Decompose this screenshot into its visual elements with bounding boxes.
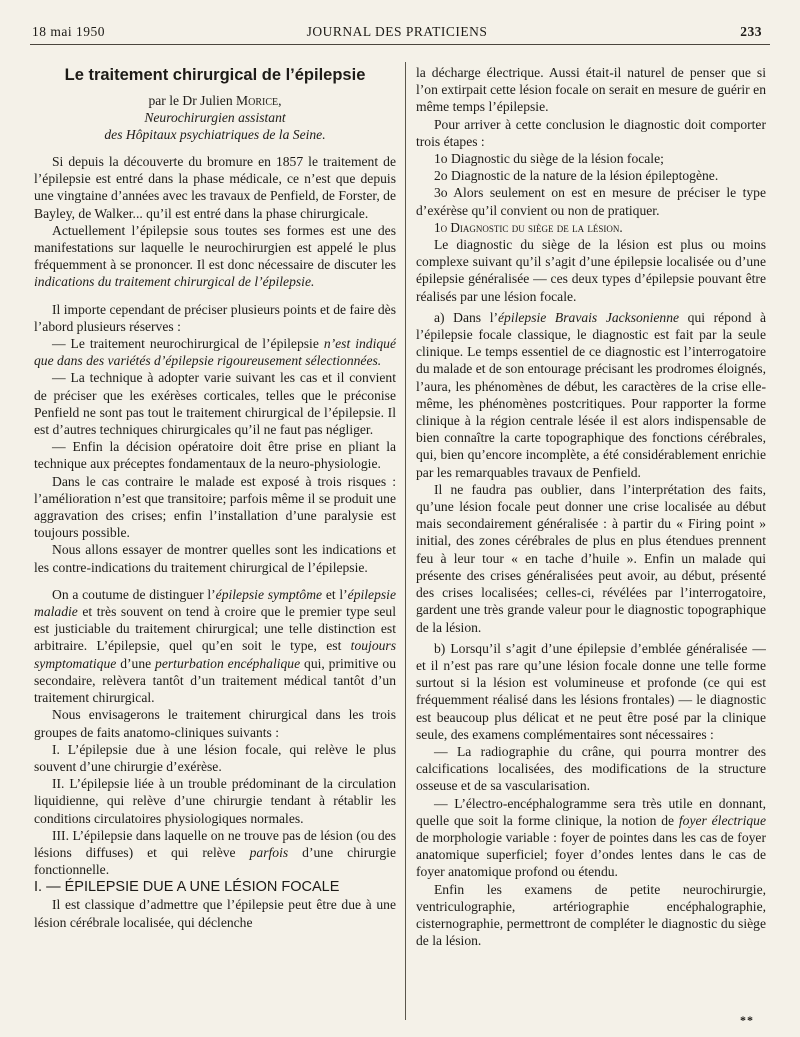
paragraph: — La technique à adopter varie suivant les cas et il convient de préciser que les exérèses corticales, telles que le préconise Penfield ne sont pas tout le traitement chirurgical de l’épilepsie. Il est d’autres techniques chirurgicales qu’il ne faut pas négliger. [34,370,396,438]
text-run: et très souvent on tend à croire que le premier type seul est justiciable du traitement chirurgical; une telle distinction est arbitraire. L’épilepsie, quel qu’en soit le type, est [34,604,396,654]
paragraph: Si depuis la découverte du bromure en 1857 le traitement de l’épilepsie est entré dans la phase médicale, ce n’est que depuis une vingtaine d’années avec les travaux de Penfield, de Forster, de Bayley, de Walker... qu’il est entré dans la phase chirurgicale. [34,154,396,221]
list-item: 3o Alors seulement on est en mesure de préciser le type d’exérèse qu’il convient ou non de pratiquer. [416,185,766,218]
journal-title: JOURNAL DES PRATICIENS [306,24,488,39]
emphasis: épilepsie maladie [34,586,396,620]
paragraph: Le diagnostic du siège de la lésion est plus ou moins complexe suivant qu’il s’agit d’une épilepsie localisée ou d’une épilepsie généralisée — ces deux types d’épilepsie pouvant être réalisés par une lésion focale. [416,237,766,304]
paragraph [34,222,396,291]
left-column [34,64,396,1014]
paragraph: Nous allons essayer de montrer quelles sont les indications et les contre-indications du traitement chirurgical de l’épilepsie. [34,542,396,575]
paragraph: Dans le cas contraire le malade est exposé à trois risques : l’amélioration n’est que transitoire; parfois même il se produit une aggravation des crises; enfin l’installation d’une paralysie est toujours possible. [34,473,396,541]
emphasis: parfois [249,844,289,860]
list-item: 1o Diagnostic du siège de la lésion focale; [434,151,664,167]
paragraph: Pour arriver à cette conclusion le diagnostic doit comporter trois étapes : [416,116,766,149]
text-run: III. L’épilepsie dans laquelle on ne trouve pas de lésion (ou des lésions diffuses) et qui relève [34,827,396,860]
emphasis: épilepsie symptôme [215,586,323,602]
byline-prefix: par le Dr Julien [148,93,237,108]
text-run: qui, primitive ou secondaire, relèvera tantôt d’un traitement médical tantôt d’un traitement chirurgical. [34,655,396,706]
issue-date: 18 mai 1950 [32,24,105,39]
text-run: — L’électro-encéphalogramme sera très utile en donnant, quelle que soit la forme clinique, la notion de [416,795,766,828]
list-item: 2o Diagnostic de la nature de la lésion épileptogène. [434,168,719,184]
list-item: II. L’épilepsie liée à un trouble prédominant de la circulation liquidienne, qui relève d’une chirurgie tendant à rétablir les conditions circulatoires physiologiques normales. [34,776,396,826]
text-run: a) Dans l’ [434,309,499,325]
text-run: de morphologie variable : foyer de pointes dans les cas de foyer anatomique superficiel; foyer d’ondes lentes dans le cas de foyer anatomique profond ou étendu. [416,829,766,880]
paragraph: — La radiographie du crâne, qui pourra montrer des calcifications localisées, des modifications de la structure osseuse et de sa vascularisation. [416,743,766,794]
list-item: I. L’épilepsie due à une lésion focale, qui relève le plus souvent d’une chirurgie d’exérèse. [34,741,396,774]
emphasis: perturbation encéphalique [155,655,301,671]
header-rule [30,44,770,45]
paragraph: Il est classique d’admettre que l’épilepsie peut être due à une lésion cérébrale localisée, qui déclenche [34,897,396,930]
paragraph [34,335,396,369]
text-run: et l’ [322,586,348,602]
paragraph: b) Lorsqu’il s’agit d’une épilepsie d’emblée généralisée — et il n’est pas rare qu’une lésion focale donne une telle forme surtout si la lésion est volumineuse et profonde (ce qui est fréquemment réalisé dans les lésions frontales) — le diagnostic est beaucoup plus délicat et ne peut être posé par la clinique seule, des examens complémentaires sont nécessaires : [416,640,766,742]
article-byline [34,92,396,109]
emphasis: toujours symptomatique [34,638,396,671]
paragraph: — Enfin la décision opératoire doit être prise en pliant la technique aux préceptes fondamentaux de la neuro-physiologie. [34,439,396,472]
author-role-line-1: Neurochirurgien assistant [144,110,286,125]
column-separator [405,62,406,1020]
paragraph: Nous envisagerons le traitement chirurgical dans les trois groupes de faits anatomo-cliniques suivants : [34,707,396,740]
paragraph: Il ne faudra pas oublier, dans l’interprétation des faits, qu’une lésion focale peut donner une crise localisée au début mais secondairement généralisée : à partir du « Firing point » initial, des zones cérébrales de plus en plus étendues prennent feu à leur tour « en tache d’huile ». Enfin un malade qui présente des crises généralisées peut avoir, au début, présenté des crises localisées; celles-ci, révélées par l’interrogatoire, gardent une très grande valeur pour le diagnostic topographique de la lésion. [416,481,766,635]
emphasis: indications du traitement chirurgical de l’épilepsie. [34,274,315,290]
page-number: 233 [740,24,762,39]
article-title: Le traitement chirurgical de l’épilepsie [64,66,366,84]
text-run: qui répond à l’épilepsie focale classique, le diagnostic est fait par la seule clinique. Le temps essentiel de ce diagnostic est l’interrogatoire du malade et de son entourage précisant les prodromes éloignés, l’aura, les phénomènes de début, les caractères de la crise elle-même, les phénomènes postcritiques. Pour rapporter la forme clinique à la région centrale lésée il est alors indispensable de bien connaître la carte topographique des fonctions cérébrales, qui, bien qu’encore incomplète, a été considérablement enrichie par les remarquables travaux de Penfield. [416,309,766,480]
section-heading: I. — ÉPILEPSIE DUE A UNE LÉSION FOCALE [34,879,340,896]
paragraph: la décharge électrique. Aussi était-il naturel de penser que si l’on extirpait cette lésion focale on serait en mesure de guérir en même temps l’épilepsie. [416,65,766,115]
right-column [416,64,766,1014]
emphasis: foyer électrique [678,812,766,828]
paragraph: Il importe cependant de préciser plusieurs points et de faire dès l’abord plusieurs réserves : [34,301,396,334]
text-run: — Le traitement neurochirurgical de l’épilepsie [52,336,324,352]
running-header [32,24,762,42]
paragraph [416,309,766,481]
list-item [34,827,396,879]
author-role-line-2: des Hôpitaux psychiatriques de la Seine. [104,127,326,142]
text-run: Actuellement l’épilepsie sous toutes ses formes est une des manifestations sur laquelle le neurochirurgien est appelé le plus fréquemment à se prononcer. Il est donc nécessaire de discuter les [34,222,396,273]
subsection-heading: 1o Diagnostic du siège de la lésion. [434,219,623,235]
text-run: d’une [116,655,156,671]
emphasis: épilepsie Bravais Jacksonienne [498,309,680,325]
author-name: Morice, [236,93,282,108]
emphasis: n’est indiqué que dans des variétés d’épilepsie rigoureusement sélectionnées. [34,336,396,369]
text-run: d’une chirurgie fonctionnelle. [34,844,396,878]
paragraph: Enfin les examens de petite neurochirurgie, ventriculographie, artériographie encéphalographie, cisternographie, permettront de compléter le diagnostic du siège de la lésion. [416,881,766,949]
text-run: On a coutume de distinguer l’ [52,586,216,602]
signature-mark: ** [740,1013,754,1027]
paragraph [416,795,766,881]
paragraph [34,586,396,706]
